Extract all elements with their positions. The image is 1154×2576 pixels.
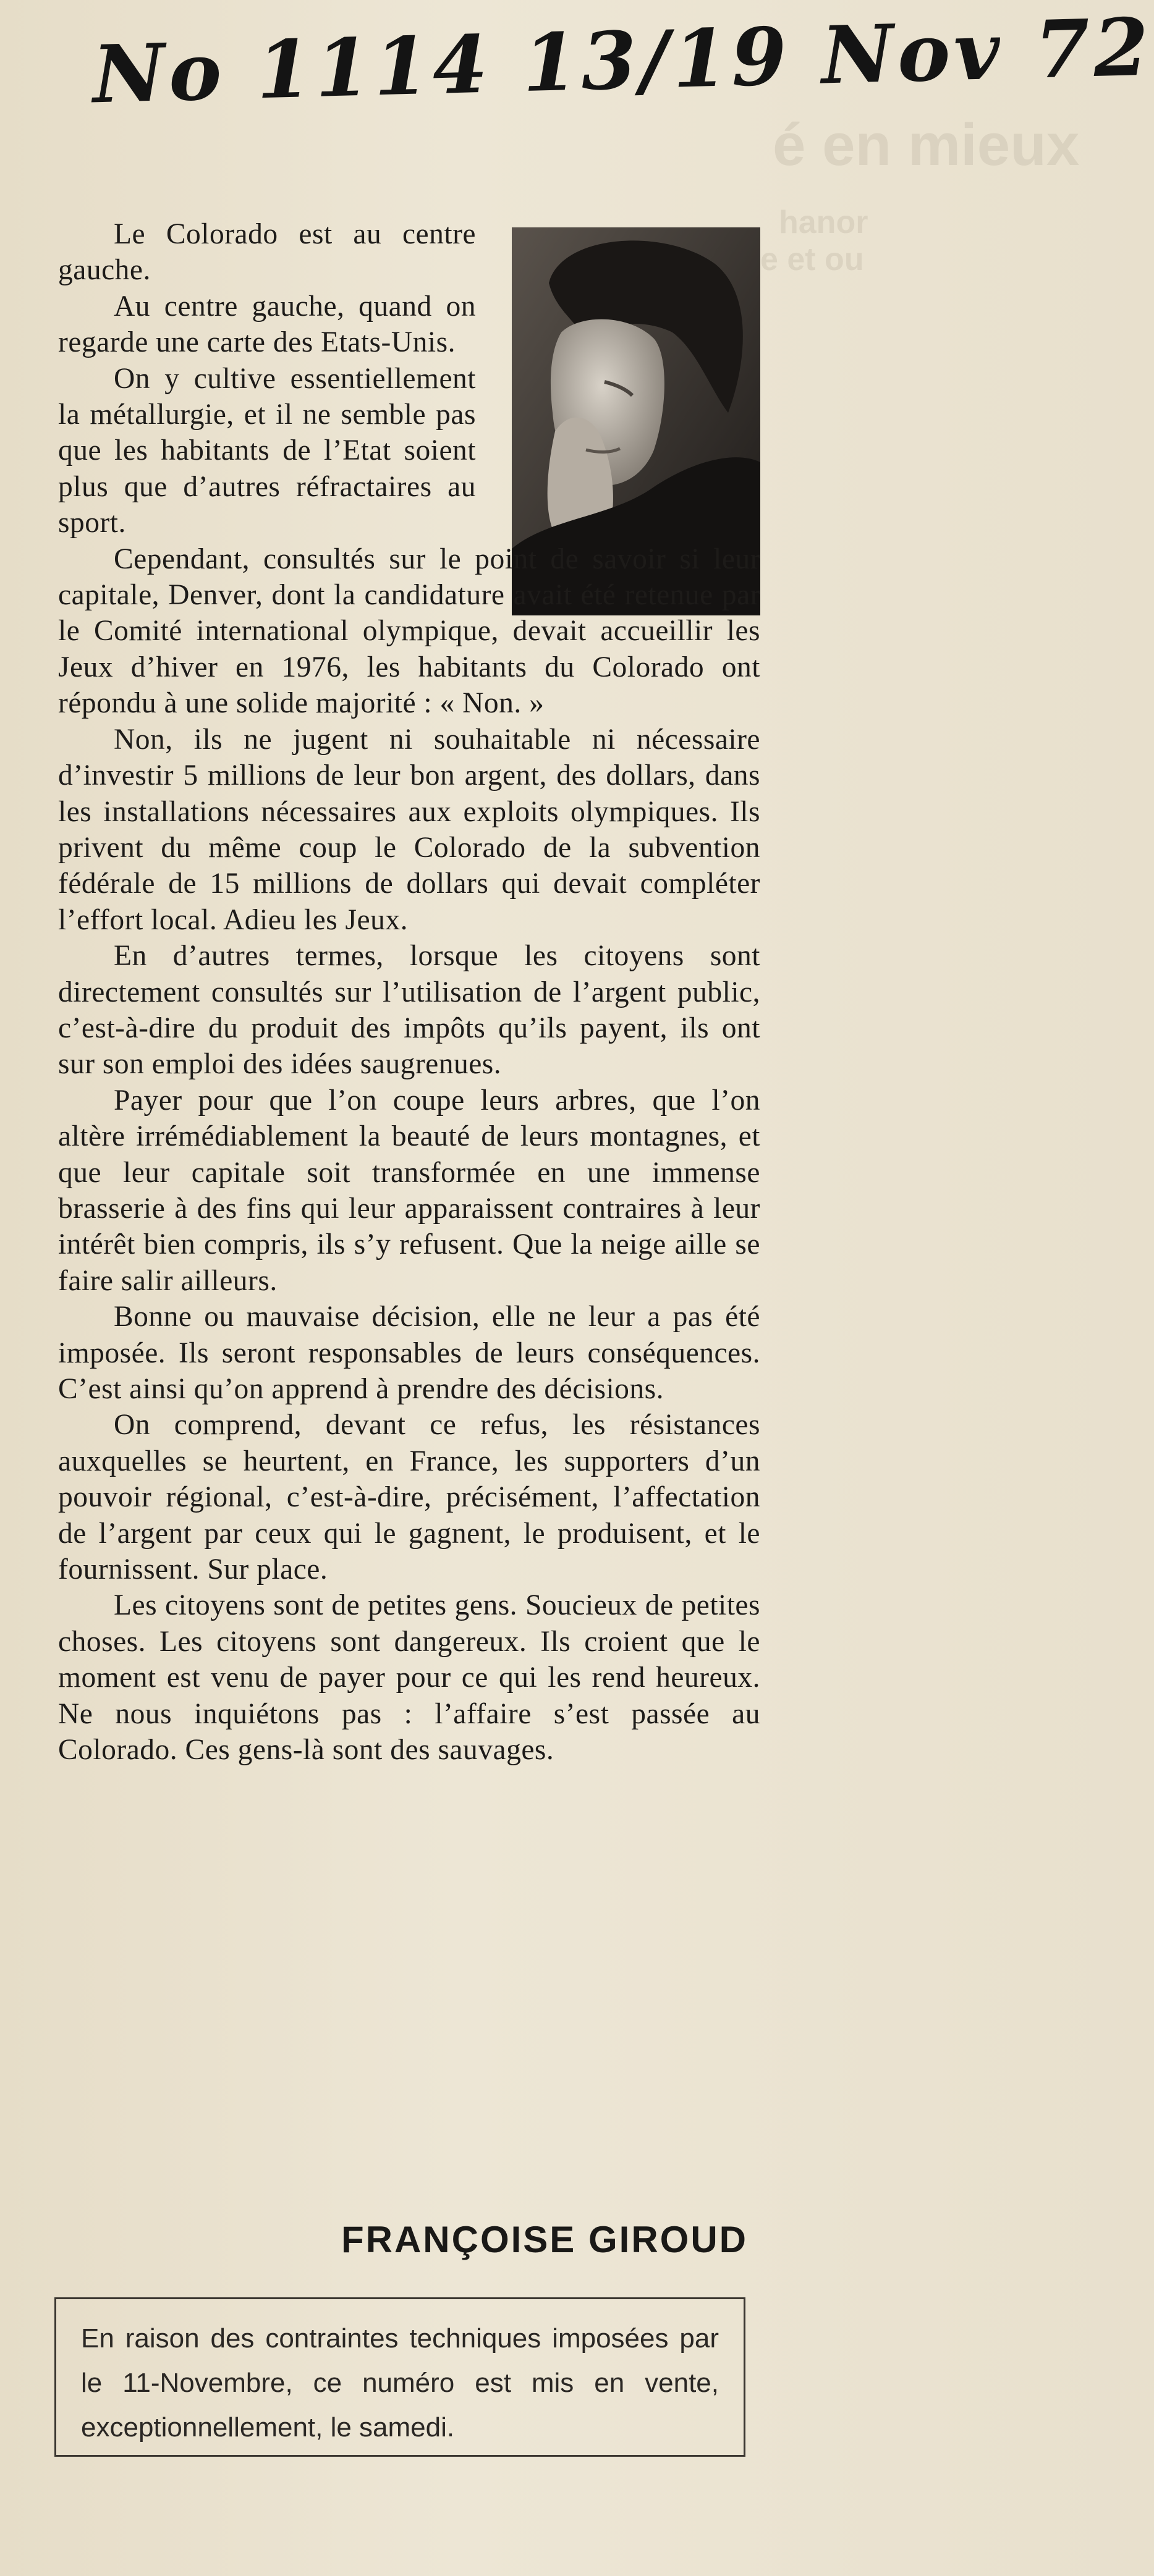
article-paragraph: Au centre gauche, quand on regarde une carte des Etats-Unis. [58,290,476,359]
article-paragraph: Payer pour que l’on coupe leurs arbres, que l’on altère irrémédiablement la beauté de leurs montagnes, et que leur capitale soit transformée en une immense brasserie à des fins qui leur apparaissent contraires à leur intérêt bien compris, ils s’y refusent. Que la neige aille se faire salir ailleurs. [58,1084,760,1297]
article-paragraph: Les citoyens sont de petites gens. Soucieux de petites choses. Les citoyens sont dangereux. Ils croient que le moment est venu de payer pour ce qui les rend heureux. Ne nous inquiétons pas : l’affaire s’est passée au Colorado. Ces gens-là sont des sauvages. [58,1589,760,1767]
article-paragraph: On comprend, devant ce refus, les résistances auxquelles se heurtent, en France, les supporters d’un pouvoir régional, c’est-à-dire, précisément, l’affectation de l’argent par ceux qui le gagnent, le produisent, et le fournissent. Sur place. [58,1409,760,1586]
editorial-article [58,216,760,1768]
article-paragraph: Non, ils ne jugent ni souhaitable ni nécessaire d’investir 5 millions de leur bon argent, des dollars, dans les installations nécessaires aux exploits olympiques. Ils privent du même coup le Colorado de la subvention fédérale de 15 millions de dollars qui devait compléter l’effort local. Adieu les Jeux. [58,723,760,936]
publication-notice-box: En raison des contraintes techniques imposées par le 11-Novembre, ce numéro est mis en vente, exceptionnellement, le samedi. [54,2297,745,2457]
handwritten-issue-note: No 1114 13/19 Nov 72 [91,1,1154,122]
article-paragraph: Cependant, consultés sur le point de savoir si leur capitale, Denver, dont la candidature avait été retenue par le Comité international olympique, devait accueillir les Jeux d’hiver en 1976, les habitants du Colorado ont répondu à une solide majorité : « Non. » [58,543,760,720]
article-paragraph: Bonne ou mauvaise décision, elle ne leur a pas été imposée. Ils seront responsables de leurs conséquences. C’est ainsi qu’on apprend à prendre des décisions. [58,1301,760,1405]
author-signature: FRANÇOISE GIROUD [341,2219,748,2260]
bleed-through-text: hanor [779,205,868,240]
bleed-through-text: e et ou [760,242,864,277]
article-paragraph: On y cultive essentiellement la métallurgie, et il ne semble pas que les habitants de l’Etat soient plus que d’autres réfractaires au sport. [58,362,476,539]
article-paragraph: En d’autres termes, lorsque les citoyens sont directement consultés sur l’utilisation de l’argent public, c’est-à-dire du produit des impôts qu’ils payent, ils ont sur son emploi des idées saugrenues. [58,940,760,1081]
article-paragraph: Le Colorado est au centre gauche. [58,218,476,287]
bleed-through-text: é en mieux [773,112,1080,178]
